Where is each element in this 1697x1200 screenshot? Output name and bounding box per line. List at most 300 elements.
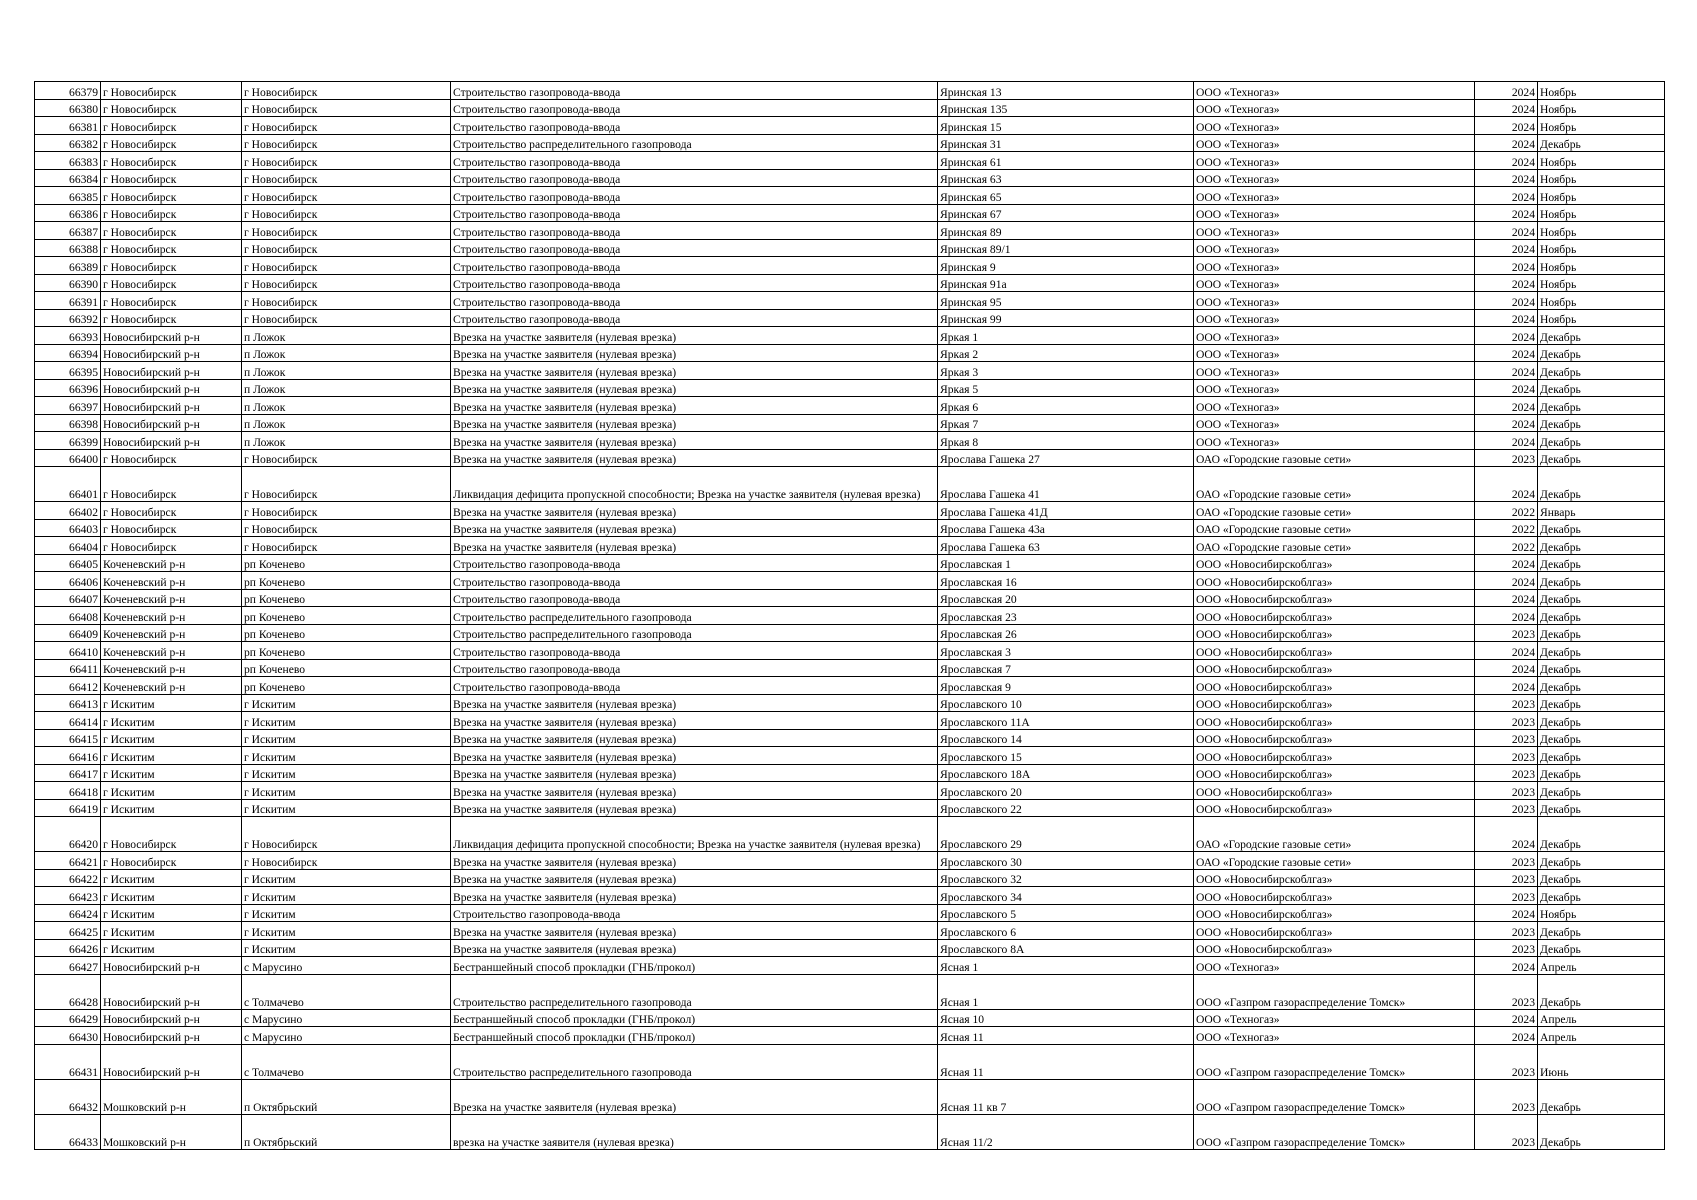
- row-id-cell: 66388: [35, 239, 101, 257]
- table-row: [35, 257, 1665, 275]
- work-type-cell: Врезка на участке заявителя (нулевая врезка): [451, 852, 938, 870]
- table-row: [35, 1044, 1665, 1079]
- locality-cell: г Новосибирск: [242, 852, 451, 870]
- district-cell: Коченевский р-н: [101, 607, 242, 625]
- organization-cell: ООО «Техногаз»: [1194, 414, 1475, 432]
- month-cell: Ноябрь: [1538, 82, 1665, 100]
- organization-cell: ООО «Газпром газораспределение Томск»: [1194, 1044, 1475, 1079]
- locality-cell: г Новосибирск: [242, 274, 451, 292]
- row-id-cell: 66384: [35, 169, 101, 187]
- work-type-cell: Строительство газопровода-ввода: [451, 152, 938, 170]
- address-cell: Ясная 1: [938, 974, 1194, 1009]
- district-cell: Новосибирский р-н: [101, 957, 242, 975]
- year-cell: 2023: [1475, 939, 1538, 957]
- locality-cell: г Искитим: [242, 747, 451, 765]
- month-cell: Декабрь: [1538, 1114, 1665, 1149]
- work-type-cell: Врезка на участке заявителя (нулевая врезка): [451, 799, 938, 817]
- district-cell: Коченевский р-н: [101, 554, 242, 572]
- year-cell: 2024: [1475, 957, 1538, 975]
- locality-cell: г Новосибирск: [242, 82, 451, 100]
- work-type-cell: Врезка на участке заявителя (нулевая врезка): [451, 414, 938, 432]
- row-id-cell: 66425: [35, 922, 101, 940]
- locality-cell: п Ложок: [242, 379, 451, 397]
- address-cell: Яркая 6: [938, 397, 1194, 415]
- organization-cell: ООО «Техногаз»: [1194, 327, 1475, 345]
- district-cell: Новосибирский р-н: [101, 344, 242, 362]
- row-id-cell: 66428: [35, 974, 101, 1009]
- locality-cell: г Искитим: [242, 694, 451, 712]
- address-cell: Ярославского 6: [938, 922, 1194, 940]
- locality-cell: рп Коченево: [242, 642, 451, 660]
- year-cell: 2023: [1475, 1079, 1538, 1114]
- locality-cell: г Новосибирск: [242, 519, 451, 537]
- work-type-cell: Врезка на участке заявителя (нулевая врезка): [451, 887, 938, 905]
- table-row: [35, 887, 1665, 905]
- work-type-cell: Бестраншейный способ прокладки (ГНБ/прокол): [451, 1009, 938, 1027]
- district-cell: Коченевский р-н: [101, 642, 242, 660]
- year-cell: 2023: [1475, 624, 1538, 642]
- year-cell: 2024: [1475, 642, 1538, 660]
- locality-cell: рп Коченево: [242, 624, 451, 642]
- organization-cell: ООО «Техногаз»: [1194, 169, 1475, 187]
- locality-cell: г Новосибирск: [242, 222, 451, 240]
- district-cell: г Искитим: [101, 694, 242, 712]
- table-row: [35, 152, 1665, 170]
- organization-cell: ООО «Новосибирскоблгаз»: [1194, 782, 1475, 800]
- organization-cell: ОАО «Городские газовые сети»: [1194, 467, 1475, 502]
- month-cell: Декабрь: [1538, 922, 1665, 940]
- organization-cell: ООО «Техногаз»: [1194, 957, 1475, 975]
- locality-cell: г Новосибирск: [242, 309, 451, 327]
- month-cell: Декабрь: [1538, 642, 1665, 660]
- work-type-cell: Строительство распределительного газопровода: [451, 134, 938, 152]
- month-cell: Декабрь: [1538, 817, 1665, 852]
- district-cell: г Искитим: [101, 729, 242, 747]
- district-cell: Новосибирский р-н: [101, 974, 242, 1009]
- month-cell: Декабрь: [1538, 729, 1665, 747]
- organization-cell: ООО «Новосибирскоблгаз»: [1194, 922, 1475, 940]
- row-id-cell: 66389: [35, 257, 101, 275]
- organization-cell: ООО «Техногаз»: [1194, 432, 1475, 450]
- work-type-cell: Строительство газопровода-ввода: [451, 589, 938, 607]
- locality-cell: рп Коченево: [242, 572, 451, 590]
- work-type-cell: Ликвидация дефицита пропускной способности; Врезка на участке заявителя (нулевая врезка): [451, 817, 938, 852]
- locality-cell: г Искитим: [242, 922, 451, 940]
- organization-cell: ООО «Техногаз»: [1194, 309, 1475, 327]
- locality-cell: с Толмачево: [242, 1044, 451, 1079]
- month-cell: Декабрь: [1538, 677, 1665, 695]
- district-cell: Новосибирский р-н: [101, 1009, 242, 1027]
- year-cell: 2023: [1475, 1114, 1538, 1149]
- address-cell: Ярослава Гашека 63: [938, 537, 1194, 555]
- work-type-cell: Строительство газопровода-ввода: [451, 169, 938, 187]
- year-cell: 2024: [1475, 309, 1538, 327]
- district-cell: г Новосибирск: [101, 449, 242, 467]
- table-row: [35, 729, 1665, 747]
- locality-cell: г Новосибирск: [242, 502, 451, 520]
- year-cell: 2023: [1475, 694, 1538, 712]
- year-cell: 2023: [1475, 729, 1538, 747]
- address-cell: Ярославского 14: [938, 729, 1194, 747]
- work-type-cell: Врезка на участке заявителя (нулевая врезка): [451, 747, 938, 765]
- organization-cell: ОАО «Городские газовые сети»: [1194, 502, 1475, 520]
- address-cell: Яринская 65: [938, 187, 1194, 205]
- work-type-cell: Строительство газопровода-ввода: [451, 82, 938, 100]
- row-id-cell: 66406: [35, 572, 101, 590]
- address-cell: Яринская 95: [938, 292, 1194, 310]
- row-id-cell: 66411: [35, 659, 101, 677]
- work-type-cell: Строительство газопровода-ввода: [451, 187, 938, 205]
- address-cell: Ярославская 26: [938, 624, 1194, 642]
- work-type-cell: Строительство газопровода-ввода: [451, 904, 938, 922]
- row-id-cell: 66391: [35, 292, 101, 310]
- district-cell: Новосибирский р-н: [101, 379, 242, 397]
- district-cell: Новосибирский р-н: [101, 414, 242, 432]
- year-cell: 2024: [1475, 187, 1538, 205]
- work-type-cell: Строительство газопровода-ввода: [451, 659, 938, 677]
- month-cell: Декабрь: [1538, 939, 1665, 957]
- table-row: [35, 904, 1665, 922]
- address-cell: Яркая 1: [938, 327, 1194, 345]
- organization-cell: ООО «Новосибирскоблгаз»: [1194, 939, 1475, 957]
- row-id-cell: 66402: [35, 502, 101, 520]
- organization-cell: ООО «Техногаз»: [1194, 99, 1475, 117]
- year-cell: 2023: [1475, 764, 1538, 782]
- table-row: [35, 712, 1665, 730]
- organization-cell: ООО «Техногаз»: [1194, 379, 1475, 397]
- row-id-cell: 66412: [35, 677, 101, 695]
- address-cell: Ярославского 30: [938, 852, 1194, 870]
- address-cell: Ярославского 15: [938, 747, 1194, 765]
- table-row: [35, 99, 1665, 117]
- row-id-cell: 66431: [35, 1044, 101, 1079]
- organization-cell: ООО «Техногаз»: [1194, 292, 1475, 310]
- month-cell: Ноябрь: [1538, 187, 1665, 205]
- work-type-cell: Строительство газопровода-ввода: [451, 274, 938, 292]
- address-cell: Ярославского 18А: [938, 764, 1194, 782]
- month-cell: Декабрь: [1538, 134, 1665, 152]
- district-cell: г Искитим: [101, 887, 242, 905]
- district-cell: Коченевский р-н: [101, 659, 242, 677]
- year-cell: 2022: [1475, 519, 1538, 537]
- table-row: [35, 747, 1665, 765]
- month-cell: Ноябрь: [1538, 152, 1665, 170]
- year-cell: 2024: [1475, 239, 1538, 257]
- year-cell: 2024: [1475, 82, 1538, 100]
- table-row: [35, 939, 1665, 957]
- table-row: [35, 187, 1665, 205]
- district-cell: г Искитим: [101, 904, 242, 922]
- month-cell: Декабрь: [1538, 974, 1665, 1009]
- year-cell: 2024: [1475, 117, 1538, 135]
- locality-cell: с Марусино: [242, 1027, 451, 1045]
- locality-cell: рп Коченево: [242, 607, 451, 625]
- organization-cell: ОАО «Городские газовые сети»: [1194, 537, 1475, 555]
- address-cell: Ярославская 7: [938, 659, 1194, 677]
- year-cell: 2023: [1475, 799, 1538, 817]
- organization-cell: ООО «Новосибирскоблгаз»: [1194, 677, 1475, 695]
- address-cell: Ясная 10: [938, 1009, 1194, 1027]
- work-type-cell: Строительство газопровода-ввода: [451, 677, 938, 695]
- locality-cell: г Новосибирск: [242, 292, 451, 310]
- work-type-cell: Ликвидация дефицита пропускной способности; Врезка на участке заявителя (нулевая врезка): [451, 467, 938, 502]
- work-type-cell: Строительство распределительного газопровода: [451, 607, 938, 625]
- organization-cell: ООО «Новосибирскоблгаз»: [1194, 887, 1475, 905]
- year-cell: 2023: [1475, 712, 1538, 730]
- month-cell: Декабрь: [1538, 344, 1665, 362]
- year-cell: 2024: [1475, 204, 1538, 222]
- row-id-cell: 66418: [35, 782, 101, 800]
- district-cell: г Новосибирск: [101, 239, 242, 257]
- district-cell: г Новосибирск: [101, 502, 242, 520]
- address-cell: Ясная 11: [938, 1044, 1194, 1079]
- month-cell: Ноябрь: [1538, 257, 1665, 275]
- organization-cell: ООО «Новосибирскоблгаз»: [1194, 642, 1475, 660]
- district-cell: Новосибирский р-н: [101, 432, 242, 450]
- register-body: [35, 82, 1665, 1150]
- table-row: [35, 974, 1665, 1009]
- work-type-cell: Строительство газопровода-ввода: [451, 642, 938, 660]
- year-cell: 2024: [1475, 1009, 1538, 1027]
- work-type-cell: Врезка на участке заявителя (нулевая врезка): [451, 712, 938, 730]
- organization-cell: ООО «Техногаз»: [1194, 82, 1475, 100]
- work-type-cell: Врезка на участке заявителя (нулевая врезка): [451, 782, 938, 800]
- year-cell: 2023: [1475, 869, 1538, 887]
- address-cell: Яркая 3: [938, 362, 1194, 380]
- work-type-cell: Врезка на участке заявителя (нулевая врезка): [451, 362, 938, 380]
- district-cell: Новосибирский р-н: [101, 327, 242, 345]
- organization-cell: ООО «Газпром газораспределение Томск»: [1194, 1114, 1475, 1149]
- work-type-cell: Врезка на участке заявителя (нулевая врезка): [451, 344, 938, 362]
- address-cell: Ярославского 34: [938, 887, 1194, 905]
- table-row: [35, 327, 1665, 345]
- table-row: [35, 659, 1665, 677]
- table-row: [35, 1027, 1665, 1045]
- month-cell: Декабрь: [1538, 379, 1665, 397]
- organization-cell: ООО «Техногаз»: [1194, 134, 1475, 152]
- row-id-cell: 66383: [35, 152, 101, 170]
- year-cell: 2024: [1475, 589, 1538, 607]
- address-cell: Яринская 99: [938, 309, 1194, 327]
- work-type-cell: Врезка на участке заявителя (нулевая врезка): [451, 502, 938, 520]
- month-cell: Декабрь: [1538, 554, 1665, 572]
- table-row: [35, 344, 1665, 362]
- table-row: [35, 642, 1665, 660]
- year-cell: 2024: [1475, 572, 1538, 590]
- year-cell: 2024: [1475, 99, 1538, 117]
- organization-cell: ООО «Газпром газораспределение Томск»: [1194, 1079, 1475, 1114]
- address-cell: Ярославская 23: [938, 607, 1194, 625]
- month-cell: Декабрь: [1538, 432, 1665, 450]
- table-row: [35, 1079, 1665, 1114]
- table-row: [35, 817, 1665, 852]
- row-id-cell: 66397: [35, 397, 101, 415]
- locality-cell: г Новосибирск: [242, 152, 451, 170]
- locality-cell: рп Коченево: [242, 677, 451, 695]
- year-cell: 2024: [1475, 257, 1538, 275]
- month-cell: Ноябрь: [1538, 169, 1665, 187]
- month-cell: Декабрь: [1538, 712, 1665, 730]
- organization-cell: ООО «Техногаз»: [1194, 344, 1475, 362]
- work-type-cell: врезка на участке заявителя (нулевая врезка): [451, 1114, 938, 1149]
- month-cell: Декабрь: [1538, 624, 1665, 642]
- year-cell: 2023: [1475, 974, 1538, 1009]
- table-row: [35, 1009, 1665, 1027]
- organization-cell: ООО «Новосибирскоблгаз»: [1194, 694, 1475, 712]
- organization-cell: ООО «Новосибирскоблгаз»: [1194, 712, 1475, 730]
- month-cell: Ноябрь: [1538, 904, 1665, 922]
- district-cell: Новосибирский р-н: [101, 397, 242, 415]
- locality-cell: с Марусино: [242, 1009, 451, 1027]
- locality-cell: п Октябрьский: [242, 1114, 451, 1149]
- address-cell: Ярослава Гашека 41: [938, 467, 1194, 502]
- month-cell: Апрель: [1538, 1027, 1665, 1045]
- work-type-cell: Врезка на участке заявителя (нулевая врезка): [451, 397, 938, 415]
- year-cell: 2024: [1475, 344, 1538, 362]
- row-id-cell: 66405: [35, 554, 101, 572]
- work-type-cell: Строительство распределительного газопровода: [451, 624, 938, 642]
- work-type-cell: Бестраншейный способ прокладки (ГНБ/прокол): [451, 1027, 938, 1045]
- table-row: [35, 362, 1665, 380]
- locality-cell: г Новосибирск: [242, 117, 451, 135]
- locality-cell: с Толмачево: [242, 974, 451, 1009]
- row-id-cell: 66407: [35, 589, 101, 607]
- row-id-cell: 66413: [35, 694, 101, 712]
- work-type-cell: Врезка на участке заявителя (нулевая врезка): [451, 519, 938, 537]
- locality-cell: г Новосибирск: [242, 467, 451, 502]
- month-cell: Декабрь: [1538, 449, 1665, 467]
- month-cell: Июнь: [1538, 1044, 1665, 1079]
- organization-cell: ООО «Техногаз»: [1194, 152, 1475, 170]
- district-cell: г Новосибирск: [101, 134, 242, 152]
- table-row: [35, 117, 1665, 135]
- organization-cell: ООО «Новосибирскоблгаз»: [1194, 554, 1475, 572]
- month-cell: Декабрь: [1538, 519, 1665, 537]
- organization-cell: ООО «Новосибирскоблгаз»: [1194, 869, 1475, 887]
- work-type-cell: Врезка на участке заявителя (нулевая врезка): [451, 327, 938, 345]
- table-row: [35, 519, 1665, 537]
- organization-cell: ООО «Техногаз»: [1194, 1009, 1475, 1027]
- district-cell: Новосибирский р-н: [101, 1027, 242, 1045]
- table-row: [35, 414, 1665, 432]
- district-cell: г Искитим: [101, 747, 242, 765]
- table-row: [35, 502, 1665, 520]
- address-cell: Яркая 8: [938, 432, 1194, 450]
- address-cell: Яринская 135: [938, 99, 1194, 117]
- row-id-cell: 66416: [35, 747, 101, 765]
- month-cell: Ноябрь: [1538, 309, 1665, 327]
- address-cell: Ясная 11: [938, 1027, 1194, 1045]
- table-row: [35, 694, 1665, 712]
- table-row: [35, 274, 1665, 292]
- organization-cell: ООО «Техногаз»: [1194, 257, 1475, 275]
- table-row: [35, 292, 1665, 310]
- district-cell: г Новосибирск: [101, 292, 242, 310]
- organization-cell: ООО «Новосибирскоблгаз»: [1194, 659, 1475, 677]
- address-cell: Ярославского 11А: [938, 712, 1194, 730]
- table-row: [35, 204, 1665, 222]
- month-cell: Декабрь: [1538, 397, 1665, 415]
- work-type-cell: Строительство распределительного газопровода: [451, 974, 938, 1009]
- work-type-cell: Строительство газопровода-ввода: [451, 309, 938, 327]
- organization-cell: ОАО «Городские газовые сети»: [1194, 449, 1475, 467]
- organization-cell: ООО «Новосибирскоблгаз»: [1194, 607, 1475, 625]
- locality-cell: г Искитим: [242, 799, 451, 817]
- district-cell: г Новосибирск: [101, 222, 242, 240]
- district-cell: Мошковский р-н: [101, 1079, 242, 1114]
- address-cell: Яринская 89: [938, 222, 1194, 240]
- locality-cell: г Искитим: [242, 764, 451, 782]
- locality-cell: г Новосибирск: [242, 817, 451, 852]
- row-id-cell: 66393: [35, 327, 101, 345]
- locality-cell: рп Коченево: [242, 659, 451, 677]
- work-type-cell: Строительство газопровода-ввода: [451, 572, 938, 590]
- address-cell: Яркая 5: [938, 379, 1194, 397]
- locality-cell: г Новосибирск: [242, 239, 451, 257]
- month-cell: Декабрь: [1538, 747, 1665, 765]
- table-row: [35, 379, 1665, 397]
- locality-cell: г Искитим: [242, 939, 451, 957]
- month-cell: Декабрь: [1538, 782, 1665, 800]
- district-cell: г Новосибирск: [101, 204, 242, 222]
- address-cell: Яринская 91а: [938, 274, 1194, 292]
- locality-cell: г Искитим: [242, 782, 451, 800]
- year-cell: 2023: [1475, 449, 1538, 467]
- month-cell: Декабрь: [1538, 887, 1665, 905]
- table-row: [35, 397, 1665, 415]
- district-cell: Новосибирский р-н: [101, 1044, 242, 1079]
- district-cell: г Новосибирск: [101, 817, 242, 852]
- table-row: [35, 309, 1665, 327]
- locality-cell: рп Коченево: [242, 589, 451, 607]
- address-cell: Яркая 2: [938, 344, 1194, 362]
- row-id-cell: 66415: [35, 729, 101, 747]
- table-row: [35, 957, 1665, 975]
- address-cell: Яркая 7: [938, 414, 1194, 432]
- table-row: [35, 82, 1665, 100]
- row-id-cell: 66385: [35, 187, 101, 205]
- district-cell: г Новосибирск: [101, 274, 242, 292]
- table-row: [35, 222, 1665, 240]
- table-row: [35, 554, 1665, 572]
- organization-cell: ОАО «Городские газовые сети»: [1194, 852, 1475, 870]
- table-row: [35, 239, 1665, 257]
- work-type-cell: Врезка на участке заявителя (нулевая врезка): [451, 1079, 938, 1114]
- row-id-cell: 66420: [35, 817, 101, 852]
- work-type-cell: Строительство газопровода-ввода: [451, 292, 938, 310]
- address-cell: Яринская 89/1: [938, 239, 1194, 257]
- organization-cell: ООО «Новосибирскоблгаз»: [1194, 589, 1475, 607]
- year-cell: 2023: [1475, 922, 1538, 940]
- work-type-cell: Врезка на участке заявителя (нулевая врезка): [451, 379, 938, 397]
- address-cell: Ярославского 5: [938, 904, 1194, 922]
- address-cell: Яринская 15: [938, 117, 1194, 135]
- year-cell: 2024: [1475, 222, 1538, 240]
- district-cell: г Новосибирск: [101, 852, 242, 870]
- address-cell: Ярославского 29: [938, 817, 1194, 852]
- table-row: [35, 624, 1665, 642]
- organization-cell: ООО «Новосибирскоблгаз»: [1194, 764, 1475, 782]
- row-id-cell: 66408: [35, 607, 101, 625]
- district-cell: г Искитим: [101, 799, 242, 817]
- month-cell: Декабрь: [1538, 764, 1665, 782]
- district-cell: г Искитим: [101, 922, 242, 940]
- month-cell: Декабрь: [1538, 537, 1665, 555]
- year-cell: 2024: [1475, 607, 1538, 625]
- organization-cell: ООО «Новосибирскоблгаз»: [1194, 747, 1475, 765]
- locality-cell: г Новосибирск: [242, 449, 451, 467]
- district-cell: Новосибирский р-н: [101, 362, 242, 380]
